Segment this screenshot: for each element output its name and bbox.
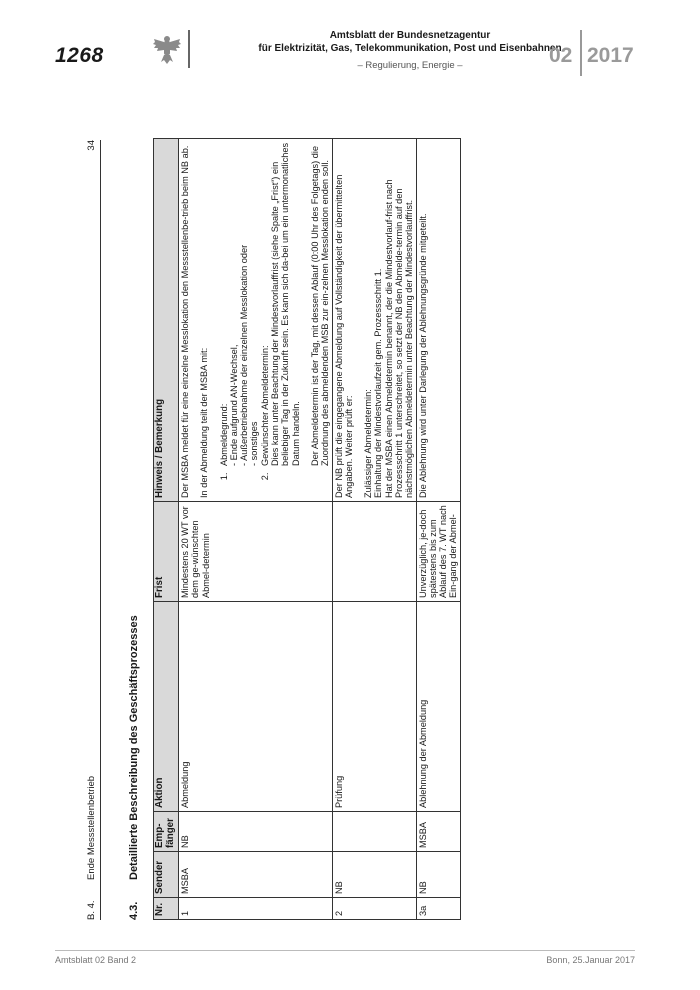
cell-hinweis	[416, 139, 460, 502]
hinweis-text: Der NB prüft die eingegangene Abmeldung auf Vollständigkeit der übermittelten Angaben. Weiter prüft er:	[333, 174, 354, 498]
cell-nr: 2	[332, 898, 416, 920]
publication-title-line1: Amtsblatt der Bundesnetzagentur	[329, 30, 491, 41]
footer-rule	[55, 950, 635, 951]
cell-sender: MSBA	[178, 852, 332, 898]
cell-frist	[332, 502, 416, 602]
process-table	[153, 138, 461, 920]
page-number: 1268	[55, 44, 104, 67]
list-item	[260, 142, 331, 470]
landscape-content	[80, 140, 520, 920]
issue-divider	[580, 30, 582, 76]
cell-empfaenger: NB	[178, 812, 332, 852]
table-row	[178, 139, 332, 920]
list-subitem: - Ende aufgrund AN-Wechsel,	[228, 344, 239, 466]
table-header-row	[154, 139, 179, 920]
cell-empfaenger: MSBA	[416, 812, 460, 852]
header-aktion: Aktion	[154, 602, 179, 812]
list-item	[219, 142, 260, 470]
hinweis-text: Hat der MSBA einen Abmeldetermin benannt, der die Mindestvorlauf-frist nach Prozessschritt 1 unterschreitet, so setzt der NB den Abmelde-termin auf den nächstmöglichen Abmeldetermin unter Beachtung der Mindestvorlauffrist.	[383, 179, 415, 498]
header-frist: Frist	[154, 502, 179, 602]
list-subitem: - sonstiges	[249, 421, 260, 466]
header-sender: Sender	[154, 852, 179, 898]
publication-title-line2: für Elektrizität, Gas, Telekommunikation, Post und Eisenbahnen	[258, 43, 562, 54]
header-divider	[188, 30, 190, 68]
section-title: Detaillierte Beschreibung des Geschäftsprozesses	[128, 615, 140, 880]
table-row	[416, 139, 460, 920]
cell-sender: NB	[332, 852, 416, 898]
list-item-text: Gewünschter Abmeldetermin:	[259, 345, 270, 466]
cell-frist: Unverzüglich, je-doch spätestens bis zum Ablauf des 7. WT nach Ein-gang der Abmel-	[416, 502, 460, 602]
cell-aktion: Abmeldung	[178, 602, 332, 812]
hinweis-text: In der Abmeldung teilt der MSBA mit:	[199, 347, 210, 498]
cell-empfaenger	[332, 812, 416, 852]
list-item-desc: Dies kann unter Beachtung der Mindestvorlauffrist (siehe Spalte „Frist“) ein beliebiger Tag in der Zukunft sein. Es kann sich da-bei um ein untermonatliches Datum handeln.	[270, 142, 301, 466]
cell-aktion: Ablehnung der Abmeldung	[416, 602, 460, 812]
cell-sender: NB	[416, 852, 460, 898]
footer-publication: Amtsblatt 02 Band 2	[55, 955, 137, 965]
header-nr: Nr.	[154, 898, 179, 920]
publication-subtitle: – Regulierung, Energie –	[357, 60, 463, 71]
cell-nr: 1	[178, 898, 332, 920]
header-hinweis: Hinweis / Bemerkung	[154, 139, 179, 502]
list-item-text: Abmeldegrund:	[218, 403, 229, 466]
issue-year: 2017	[587, 44, 634, 67]
table-row	[332, 139, 416, 920]
section-number: 4.3.	[128, 901, 140, 920]
hinweis-text: Einhaltung der Mindestvorlaufzeit gem. Prozessschritt 1.	[373, 268, 384, 498]
footer-date: Bonn, 25.Januar 2017	[546, 955, 635, 965]
cell-nr: 3a	[416, 898, 460, 920]
hinweis-text: Zulässiger Abmeldetermin:	[363, 389, 374, 498]
hinweis-text: Der MSBA meldet für eine einzelne Messlokation den Messstellenbe-trieb beim NB ab.	[179, 145, 190, 498]
top-rule	[100, 140, 101, 920]
cell-hinweis	[178, 139, 332, 502]
header-empfaenger: Emp-fänger	[154, 812, 179, 852]
document-section-ref: B. 4.	[86, 900, 97, 920]
cell-aktion: Prüfung	[332, 602, 416, 812]
document-page-ref: 34	[86, 140, 97, 151]
cell-hinweis	[332, 139, 416, 502]
list-item-desc: Der Abmeldetermin ist der Tag, mit dessen Ablauf (0:00 Uhr des Folgetags) die Zuordnung des abmeldenden MSB zur ein-zelnen Messlokation enden soll.	[309, 145, 331, 466]
cell-frist: Mindestens 20 WT vor dem ge-wünschten Abmel-determin	[178, 502, 332, 602]
issue-number: 02	[549, 44, 573, 67]
federal-eagle-icon	[152, 33, 182, 65]
document-section-title: Ende Messstellenbetrieb	[86, 775, 97, 880]
hinweis-text: Die Ablehnung wird unter Darlegung der Ablehnungsgründe mitgeteilt.	[417, 213, 428, 498]
list-subitem: - Außerbetriebnahme der einzelnen Messlokation oder	[239, 244, 250, 466]
